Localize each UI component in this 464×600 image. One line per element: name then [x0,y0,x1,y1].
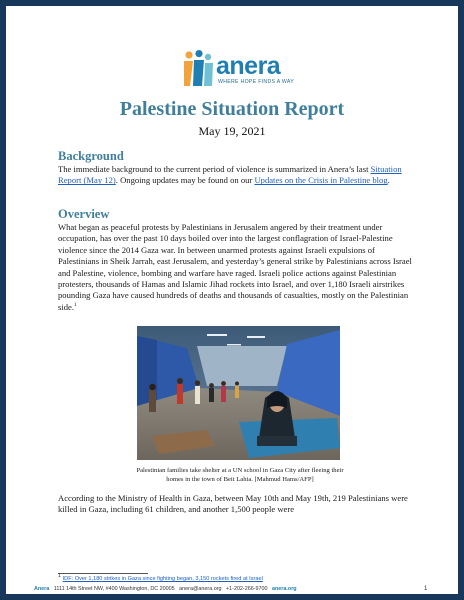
shelter-photo-image [137,326,340,460]
background-text-3: . [387,175,390,186]
situation-report-link[interactable]: Situation Report (May 12) [58,164,402,186]
footnote-link[interactable]: IDF: Over 1,180 strikes in Gaza since fighting began, 3,150 rockets fired at Israel [62,576,263,582]
report-date: May 19, 2021 [198,124,266,138]
page-number: 1 [424,586,428,592]
shelter-photo [137,326,340,460]
background-paragraph [58,164,412,187]
photo-caption [102,466,378,484]
logo-wordmark: anera [216,52,281,80]
report-title: Palestine Situation Report [119,98,345,120]
anera-figures-icon [180,50,214,88]
background-heading: Background [58,149,124,163]
moh-paragraph: According to the Ministry of Health in Gaza, between May 10th and May 19th, 219 Palestinians were killed in Gaza, including 61 children, and another 1,500 people were [58,493,408,515]
crisis-blog-link[interactable]: Updates on the Crisis in Palestine blog [254,175,388,186]
page-footer [34,586,434,592]
report-page [6,6,458,594]
footnote [58,573,263,582]
overview-paragraph [58,222,412,313]
footnote-ref[interactable]: 1 [74,301,77,308]
background-text-2: . Ongoing updates may be found on our [115,175,255,186]
footer-brand: Anera [34,586,50,592]
overview-text: What began as peaceful protests by Palestinians in Jerusalem angered by their treatment under occupation, has over the past 10 days boiled over into the largest conflagration of Israel-Palestine violence since the 2014 Gaza war. In between unarmed protests against Israeli expulsions of Palestinians in Sheik Jarrah, east Jerusalem, and yesterday’s general strike by Palestinians across Israel and Palestine, violence, bombing and warfare have raged. Israeli police actions against Palestinian protesters, thousands of Hamas and Islamic Jihad rockets into Israel, and over 1,180 Israeli airstrikes pounding Gaza have caused hundreds of deaths and thousands of casualties, mostly on the Palestinian side. [58,222,412,312]
logo-tagline: WHERE HOPE FINDS A WAY [218,79,295,85]
background-text-1: The immediate background to the current period of violence is summarized in Anera’s last [58,164,371,174]
footer-website[interactable]: anera.org [272,586,297,592]
anera-logo [180,50,330,90]
footer-email[interactable]: anera@anera.org [179,586,222,592]
footer-phone: +1-202-266-9700 [226,586,268,592]
photo-caption-line-1: Palestinian families take shelter at a UN school in Gaza City after fleeing their [136,467,344,474]
footer-address: 1111 14th Street NW, #400 Washington, DC 20005 [53,586,175,592]
footnote-number: 1 [58,573,62,580]
footnote-divider [58,573,148,574]
overview-heading: Overview [58,207,110,221]
photo-caption-line-2: homes in the town of Beit Lahia. [Mahmud Hams/AFP] [166,476,314,483]
